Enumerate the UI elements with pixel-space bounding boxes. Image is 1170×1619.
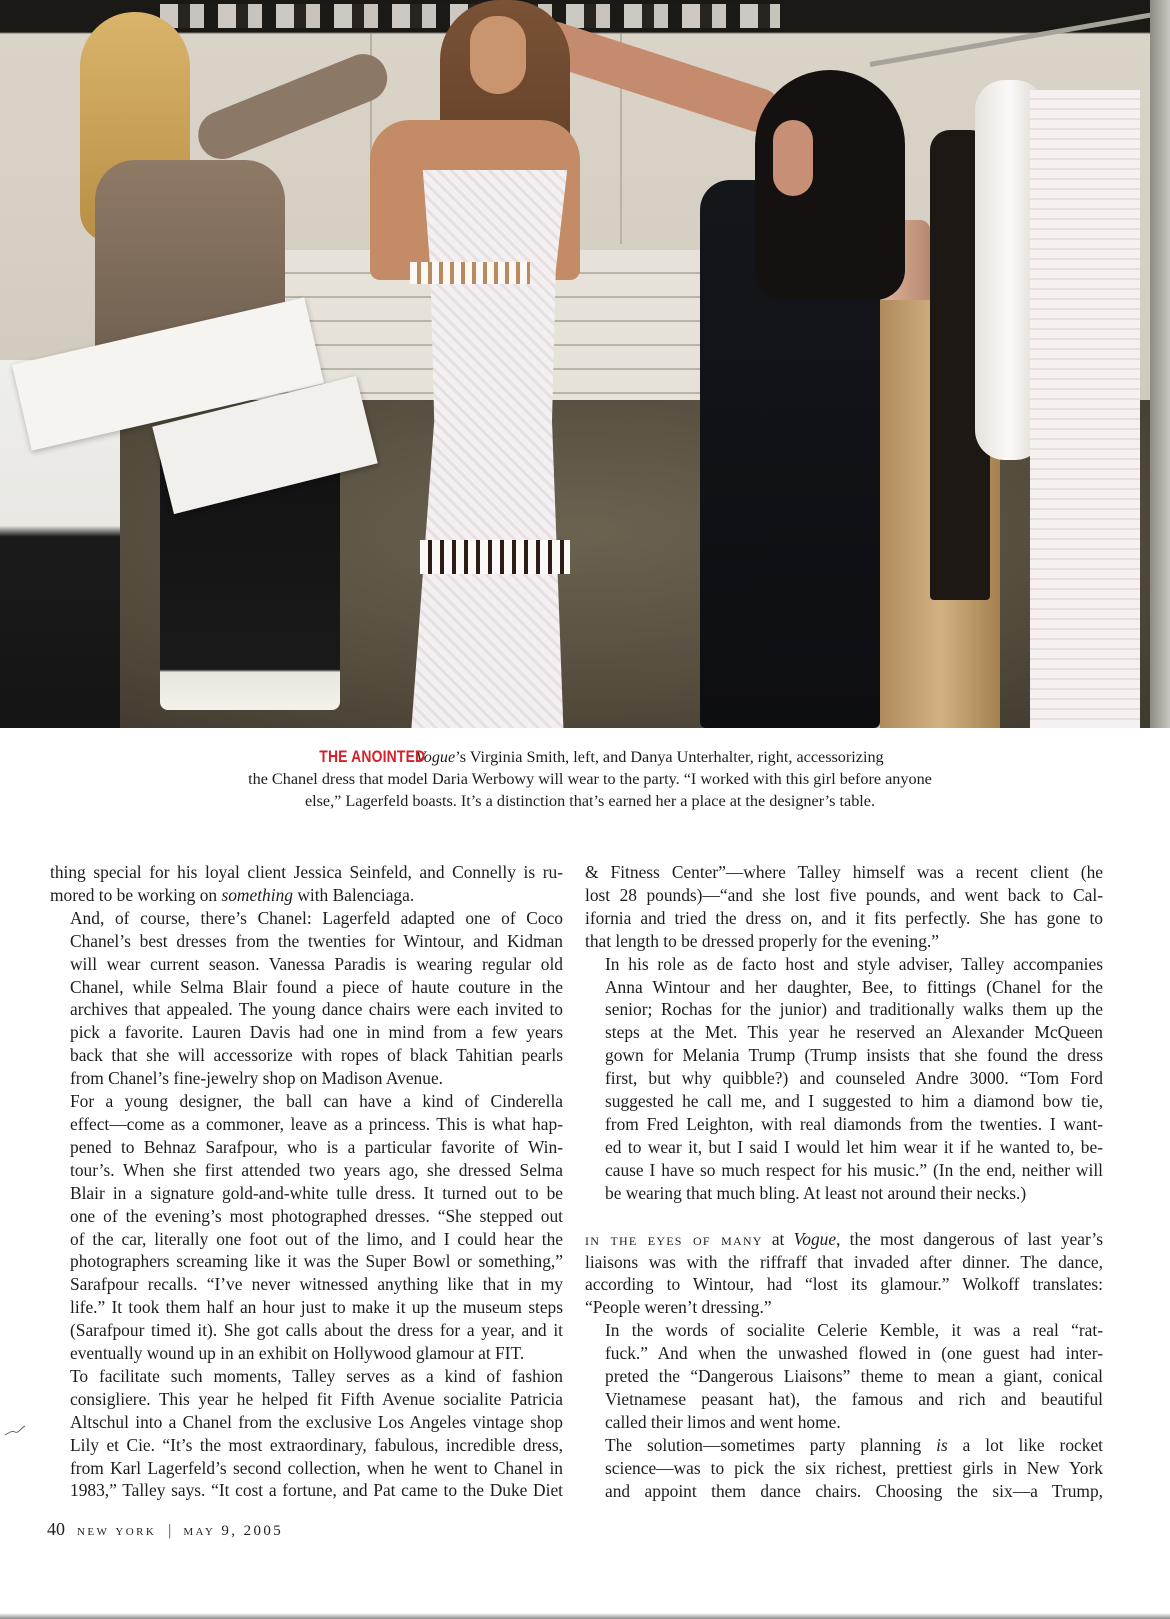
text-line: gown for Melania Trump (Trump insists that she found the dress [605, 1045, 1103, 1066]
page-number: 40 [47, 1519, 65, 1539]
photo-model-lace-band [420, 540, 570, 574]
emphasis: is [936, 1434, 948, 1455]
text-line: lost 28 pounds)—“and she lost five pounds, and went back to Cal- [585, 884, 1103, 905]
text-line: tour’s. When she first attended two years ago, she dressed Selma [70, 1159, 563, 1180]
caption-publication: Vogue [415, 748, 456, 766]
text-line: Altschul into a Chanel from the exclusive Los Angeles vintage shop [70, 1411, 563, 1432]
paragraph [50, 1365, 563, 1502]
paragraph [585, 1434, 1103, 1503]
paragraph [50, 907, 563, 1090]
text-line: cause I have so much respect for his music.” (In the end, neither will [605, 1159, 1103, 1180]
text-line: called their limos and went home. [605, 1411, 841, 1432]
text-line: Blair in a signature gold-and-white tulle dress. It turned out to be [70, 1182, 563, 1203]
text-line: first, but why quibble?) and counseled Andre 3000. “Tom Ford [605, 1068, 1103, 1089]
text-line: one of the evening’s most photographed dresses. “She stepped out [70, 1205, 563, 1226]
text-line: Vietnamese peasant hat), the famous and rich and beautiful [605, 1388, 1103, 1409]
paragraph [585, 953, 1103, 1205]
text-line: that length to be dressed properly for the evening.” [585, 930, 939, 951]
text-line: back that she will accessorize with ropes of black Tahitian pearls [70, 1045, 563, 1066]
text-line: Chanel’s best dresses from the twenties for Wintour, and Kidman [70, 930, 563, 951]
photo-rack-post [1150, 0, 1170, 728]
text-line: In his role as de facto host and style adviser, Talley accompanies [605, 953, 1103, 974]
paragraph [50, 1090, 563, 1365]
caption-text: ’s Virginia Smith, left, and Danya Unterhalter, right, accessorizing [455, 748, 884, 766]
text-line: & Fitness Center”—where Talley himself was a recent client (he [585, 862, 1103, 882]
text-line: ifornia and tried the dress on, and it fits perfectly. She has gone to [585, 907, 1103, 928]
emphasis: something [221, 884, 293, 905]
text-line: photographers screaming like it was the Super Bowl or something,” [70, 1251, 563, 1272]
text-line: eventually wound up in an exhibit on Hollywood glamour at FIT. [70, 1343, 525, 1364]
photo-brunette-woman-face [773, 120, 813, 196]
text-line: And, of course, there’s Chanel: Lagerfeld adapted one of Coco [70, 907, 563, 928]
page-bottom-edge [0, 1613, 1170, 1619]
text-run: mored to be working on [50, 884, 222, 905]
text-line: To facilitate such moments, Talley serves as a kind of fashion [70, 1365, 563, 1386]
text-line: from Fred Leighton, with real diamonds from the twenties. I want- [605, 1113, 1103, 1134]
text-line: effect—come as a commoner, leave as a princess. This is what hap- [70, 1113, 563, 1134]
lead-in: in the eyes of many [585, 1228, 763, 1249]
page-folio [47, 1519, 283, 1540]
text-line: according to Wintour, had “lost its glamour.” Wolkoff translates: [585, 1274, 1103, 1295]
article-column-left [50, 861, 563, 1502]
text-line: 1983,” Talley says. “It cost a fortune, and Pat came to the Duke Diet [70, 1480, 563, 1501]
text-line: pened to Behnaz Sarafpour, who is a particular favorite of Win- [70, 1136, 563, 1157]
text-line: Chanel, while Selma Blair found a piece of haute couture in the [70, 976, 563, 997]
text-line: ed to wear it, but I said I would let him wear it if he wanted to, be- [605, 1136, 1103, 1157]
text-line: (Sarafpour timed it). She got calls about the dress for a year, and it [70, 1320, 563, 1341]
text-line: pick a favorite. Lauren Davis had one in mind from a few years [70, 1022, 563, 1043]
text-line: science—was to pick the six richest, prettiest girls in New York [605, 1457, 1103, 1478]
folio-separator: | [168, 1522, 172, 1539]
photo-model-belt [410, 262, 530, 284]
text-line: life.” It took them half an hour just to make it up the museum steps [70, 1297, 563, 1318]
text-line: suggested he call me, and I suggested to him a diamond bow tie, [605, 1091, 1103, 1112]
photo-model-face [470, 16, 526, 94]
text-line: from Chanel’s fine-jewelry shop on Madison Avenue. [70, 1068, 444, 1089]
text-line: and appoint them dance chairs. Choosing the six—a Trump, [605, 1480, 1103, 1501]
text-line [50, 884, 563, 907]
paragraph [585, 861, 1103, 953]
text-line: will wear current season. Vanessa Paradis is wearing regular old [70, 953, 563, 974]
text-run: at [762, 1228, 794, 1249]
margin-pen-mark-icon [4, 1424, 26, 1438]
issue-date: may 9, 2005 [183, 1523, 284, 1539]
text-line: be wearing that much bling. At least not around their necks.) [605, 1182, 1027, 1203]
text-line: “People weren’t dressing.” [585, 1297, 772, 1318]
text-line [585, 1434, 1103, 1457]
text-run: a lot like rocket [947, 1434, 1104, 1455]
paragraph [585, 1319, 1103, 1434]
text-run: , the most dangerous of last year’s [836, 1228, 1104, 1249]
text-line: from Karl Lagerfeld’s second collection, when he went to Chanel in [70, 1457, 563, 1478]
text-run: The solution—sometimes party planning [605, 1434, 937, 1455]
text-line: In the words of socialite Celerie Kemble, it was a real “rat- [605, 1320, 1103, 1341]
text-line: archives that appealed. The young dance chairs were each invited to [70, 999, 563, 1020]
article-column-right [585, 861, 1103, 1502]
caption-line-3: else,” Lagerfeld boasts. It’s a distinction that’s earned her a place at the designer’s table. [304, 792, 876, 810]
text-line: Lily et Cie. “It’s the most extraordinary, fabulous, incredible dress, [70, 1434, 563, 1455]
text-line: consigliere. This year he helped fit Fifth Avenue socialite Patricia [70, 1388, 563, 1409]
text-line: senior; Rochas for the junior) and traditionally walks them up the [605, 999, 1103, 1020]
text-line: Sarafpour recalls. “I’ve never witnessed anything like that in my [70, 1274, 563, 1295]
text-line: liaisons was with the riffraff that invaded after dinner. The dance, [585, 1251, 1103, 1272]
photo-white-gown [1030, 90, 1140, 728]
publication-name: new york [77, 1523, 157, 1539]
text-line: For a young designer, the ball can have a kind of Cinderella [70, 1091, 563, 1112]
caption-line-1 [190, 746, 990, 768]
text-line: Anna Wintour and her daughter, Bee, to fittings (Chanel for the [605, 976, 1103, 997]
emphasis: Vogue [793, 1228, 837, 1249]
feature-photo [0, 0, 1170, 728]
text-line: of the car, literally one foot out of the limo, and I could hear the [70, 1228, 563, 1249]
photo-caption [190, 746, 990, 812]
text-line [585, 1228, 1103, 1251]
section-break-paragraph [585, 1228, 1103, 1320]
paragraph [50, 861, 563, 907]
text-run: with Balenciaga. [292, 884, 415, 905]
text-line: steps at the Met. This year he reserved an Alexander McQueen [605, 1022, 1103, 1043]
caption-line-2: the Chanel dress that model Daria Werbowy will wear to the party. “I worked with this girl before anyone [248, 770, 932, 788]
text-line: fuck.” And when the unwashed flowed in (one guest had inter- [605, 1343, 1103, 1364]
text-line: preted the “Dangerous Liaisons” theme to mean a giant, conical [605, 1366, 1103, 1387]
caption-kicker: THE ANOINTED [319, 747, 426, 766]
text-line: thing special for his loyal client Jessica Seinfeld, and Connelly is ru- [50, 862, 563, 882]
